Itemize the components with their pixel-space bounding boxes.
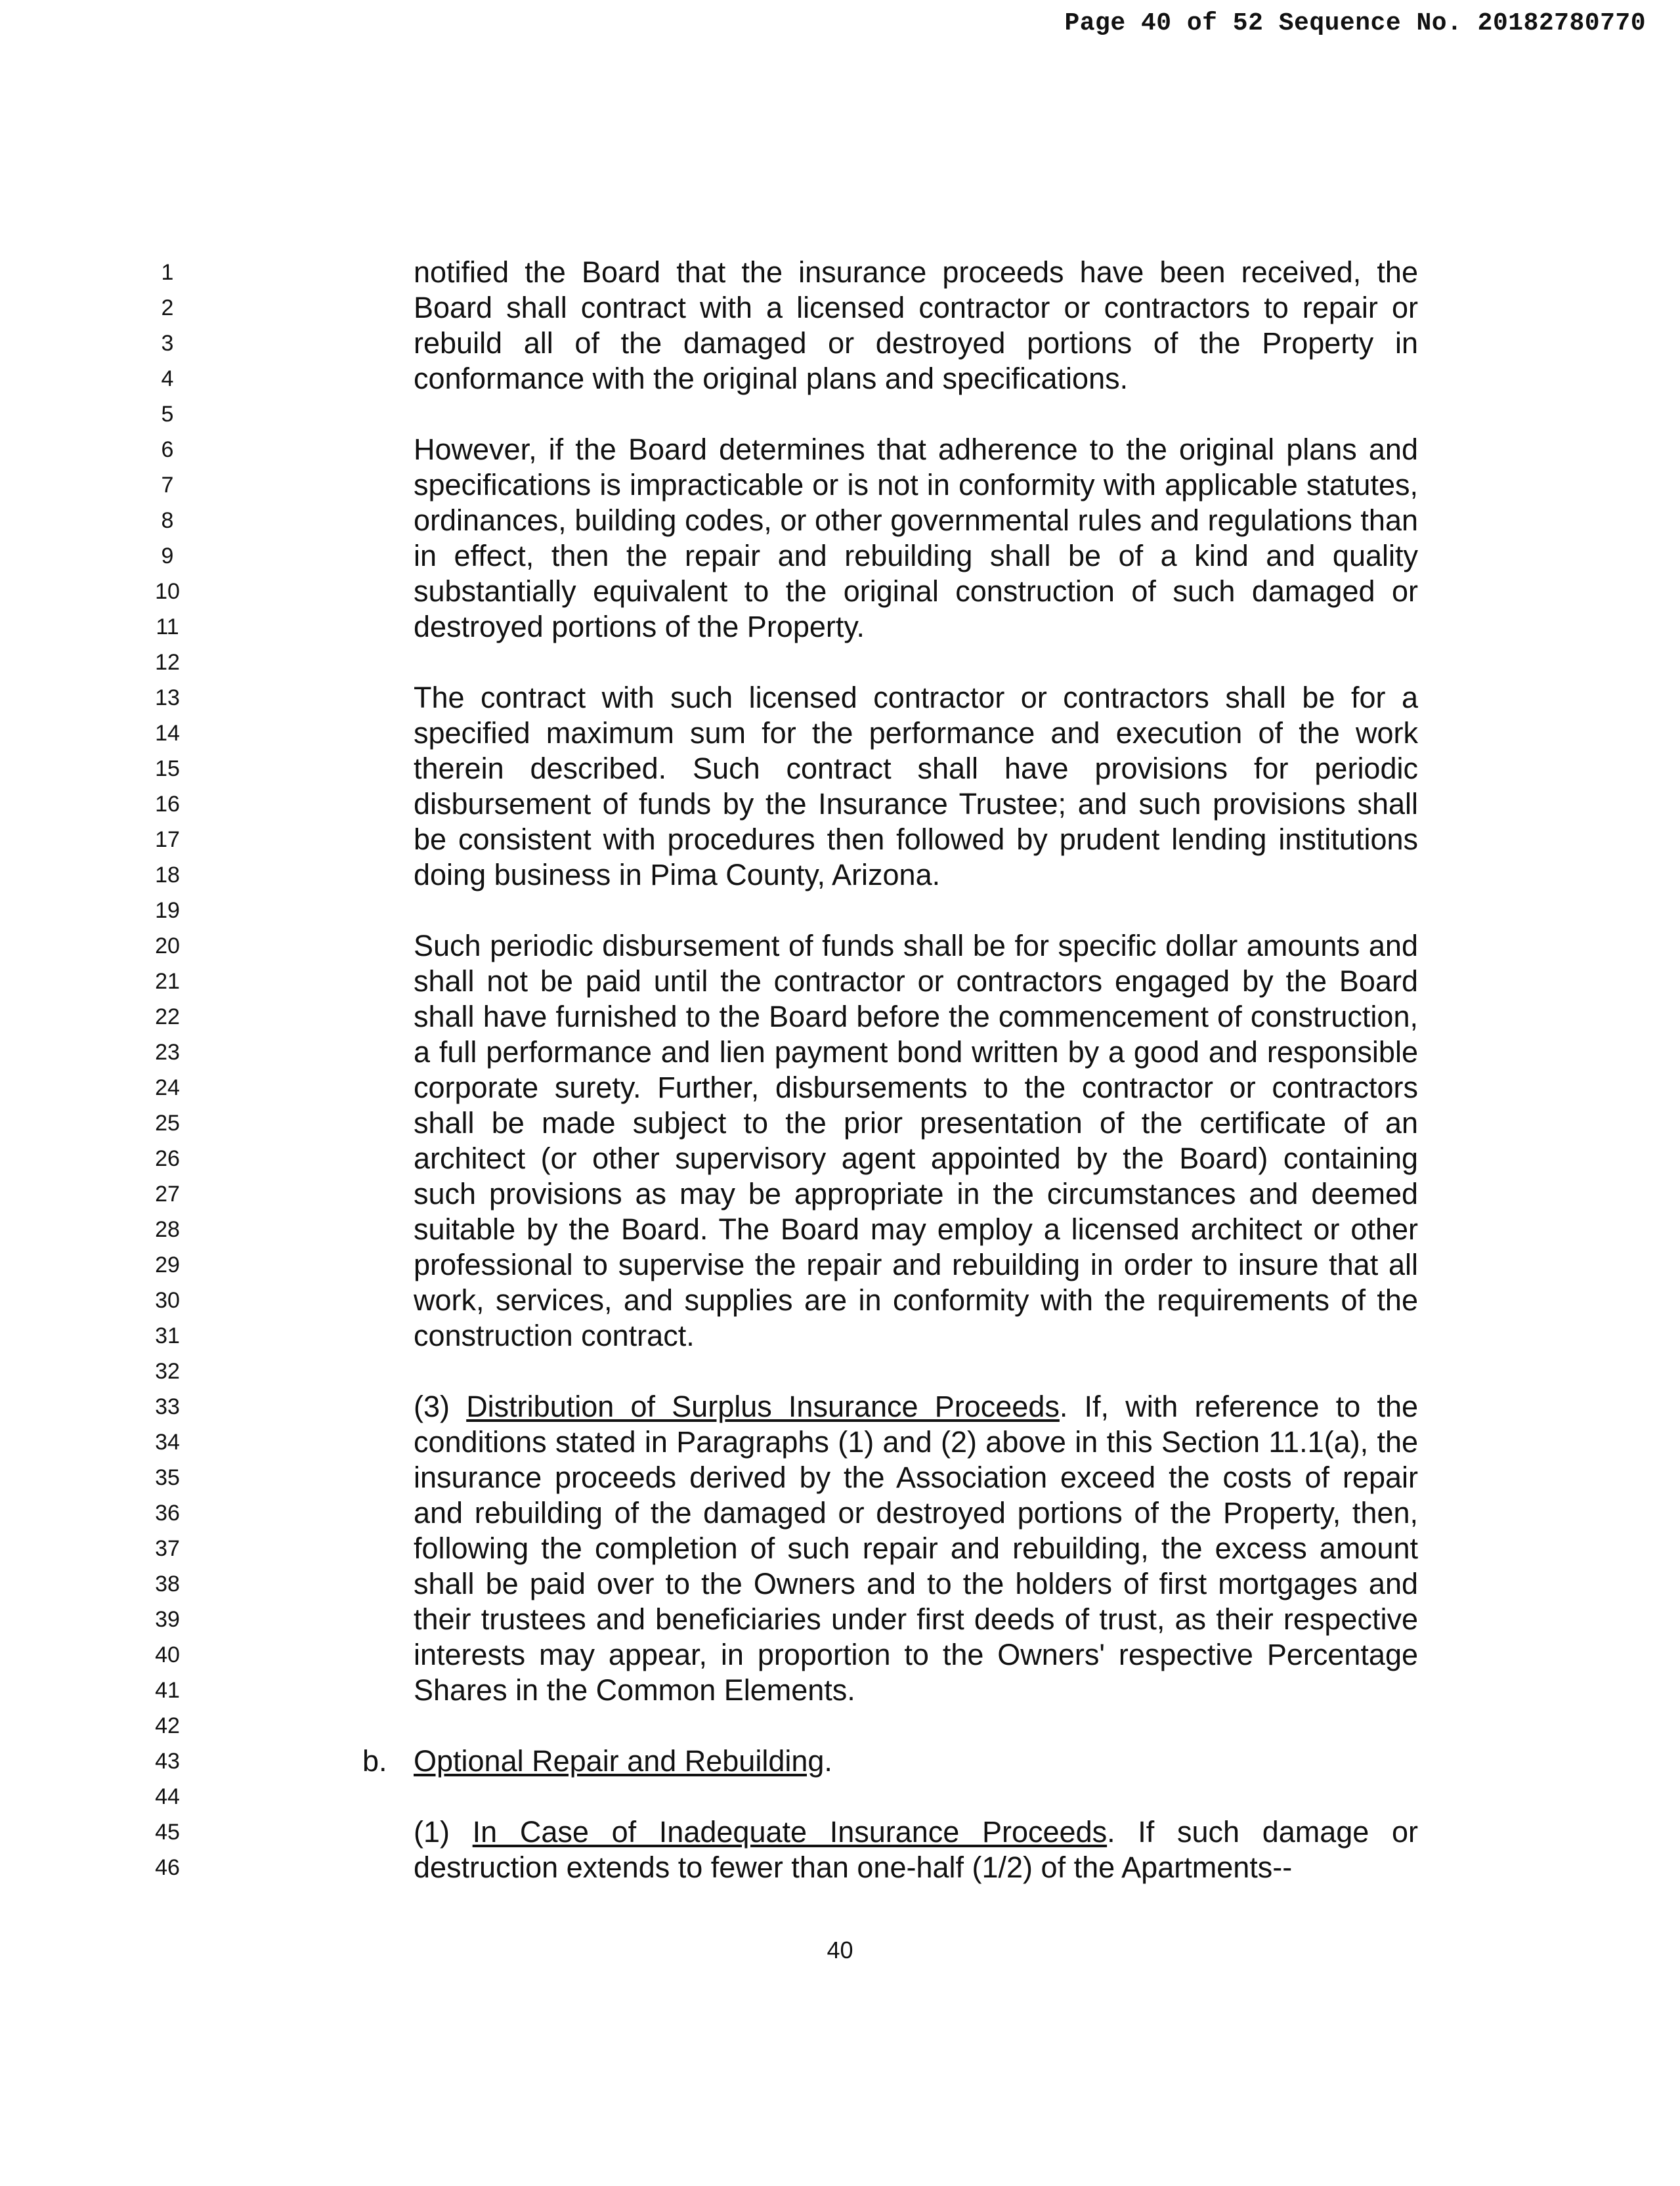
paragraph-inadequate-proceeds <box>414 1814 1418 1885</box>
line-number: 28 <box>155 1217 180 1242</box>
document-body <box>362 255 1419 1921</box>
line-number: 44 <box>155 1784 180 1809</box>
section-heading-optional-repair: Optional Repair and Rebuilding <box>414 1744 825 1778</box>
line-number: 13 <box>155 685 180 710</box>
line-number: 46 <box>155 1855 180 1880</box>
line-number: 8 <box>161 508 174 533</box>
paragraph-number: (1) <box>414 1815 473 1849</box>
line-number: 32 <box>155 1359 180 1384</box>
line-number: 11 <box>156 614 179 639</box>
line-number: 3 <box>161 331 174 356</box>
line-number: 9 <box>161 544 174 568</box>
line-number: 12 <box>155 650 180 675</box>
line-number: 20 <box>155 933 180 958</box>
section-heading-inadequate: In Case of Inadequate Insurance Proceeds <box>472 1815 1108 1849</box>
heading-punctuation: . <box>824 1744 832 1778</box>
line-numbers <box>138 255 197 1885</box>
line-number: 37 <box>155 1536 180 1561</box>
line-number: 2 <box>161 295 174 320</box>
line-number: 10 <box>155 579 180 604</box>
paragraph-contract-terms: The contract with such licensed contractor or contractors shall be for a specified maximum sum for the performance and execution of the work therein described. Such contract shall have provisions for periodic disbursement of funds by the Insurance Trustee; and such provisions shall be consistent with procedures then followed by prudent lending institutions doing business in Pima County, Arizona. <box>414 681 1418 891</box>
list-marker: b. <box>362 1744 387 1778</box>
line-number: 33 <box>155 1394 180 1419</box>
line-number: 15 <box>155 756 180 781</box>
line-number: 31 <box>155 1323 180 1348</box>
line-number: 34 <box>155 1430 180 1455</box>
line-number: 29 <box>155 1253 180 1277</box>
line-number: 4 <box>161 366 174 391</box>
paragraph-surplus-proceeds <box>414 1389 1418 1708</box>
line-number: 6 <box>161 437 174 462</box>
line-number: 14 <box>155 721 180 746</box>
line-number: 41 <box>155 1678 180 1703</box>
line-number: 38 <box>155 1572 180 1597</box>
line-number: 42 <box>155 1713 180 1738</box>
paragraph-number: (3) <box>414 1390 467 1423</box>
line-number: 30 <box>155 1288 180 1313</box>
line-number: 27 <box>155 1182 180 1207</box>
line-number: 19 <box>155 898 180 923</box>
subsection-b <box>362 1744 1418 1779</box>
line-number: 7 <box>161 473 174 498</box>
line-number: 45 <box>155 1820 180 1845</box>
line-number: 43 <box>155 1749 180 1774</box>
line-number: 25 <box>155 1111 180 1136</box>
line-number: 36 <box>155 1501 180 1526</box>
line-number: 21 <box>155 969 180 994</box>
page-header: Page 40 of 52 Sequence No. 20182780770 <box>1064 9 1646 37</box>
line-number: 39 <box>155 1607 180 1632</box>
line-number: 5 <box>161 402 174 427</box>
line-number: 23 <box>155 1040 180 1065</box>
line-number: 26 <box>155 1146 180 1171</box>
page-number: 40 <box>827 1937 853 1963</box>
line-number: 16 <box>155 792 180 817</box>
paragraph-text: . If such damage or destruction extends to fewer than one-half (1/2) of the Apartments-- <box>414 1815 1418 1884</box>
line-number: 22 <box>155 1004 180 1029</box>
paragraph-repair-contract: notified the Board that the insurance proceeds have been received, the Board shall contract with a licensed contractor or contractors to repair or rebuild all of the damaged or destroyed portions of the Property in conformance with the original plans and specifications. <box>414 255 1418 395</box>
line-number: 35 <box>155 1465 180 1490</box>
paragraph-periodic-disbursement: Such periodic disbursement of funds shall be for specific dollar amounts and shall not be paid until the contractor or contractors engaged by the Board shall have furnished to the Board before the commencement of construction, a full performance and lien payment bond written by a good and responsible corporate surety. Further, disbursements to the contractor or contractors shall be made subject to the prior presentation of the certificate of an architect (or other supervisory agent appointed by the Board) containing such provisions as may be appropriate in the circumstances and deemed suitable by the Board. The Board may employ a licensed architect or other professional to supervise the repair and rebuilding in order to insure that all work, services, and supplies are in conformity with the requirements of the construction contract. <box>414 929 1418 1352</box>
line-number: 1 <box>161 260 174 285</box>
line-number: 18 <box>155 863 180 888</box>
line-number: 24 <box>155 1075 180 1100</box>
line-number: 40 <box>155 1642 180 1667</box>
paragraph-text: . If, with reference to the conditions stated in Paragraphs (1) and (2) above in this Section 11.1(a), the insurance proceeds derived by the Association exceed the costs of repair and rebuilding of the damaged or destroyed portions of the Property, then, following the completion of such repair and rebuilding, the excess amount shall be paid over to the Owners and to the holders of first mortgages and their trustees and beneficiaries under first deeds of trust, as their respective interests may appear, in proportion to the Owners' respective Percentage Shares in the Common Elements. <box>414 1390 1419 1707</box>
section-heading-surplus: Distribution of Surplus Insurance Proceeds <box>466 1390 1060 1423</box>
paragraph-plans-adherence: However, if the Board determines that adherence to the original plans and specifications is impracticable or is not in conformity with applicable statutes, ordinances, building codes, or other governmental rules and regulations than in effect, then the repair and rebuilding shall be of a kind and quality substantially equivalent to the original construction of such damaged or destroyed portions of the Property. <box>414 433 1418 643</box>
line-number: 17 <box>155 827 180 852</box>
